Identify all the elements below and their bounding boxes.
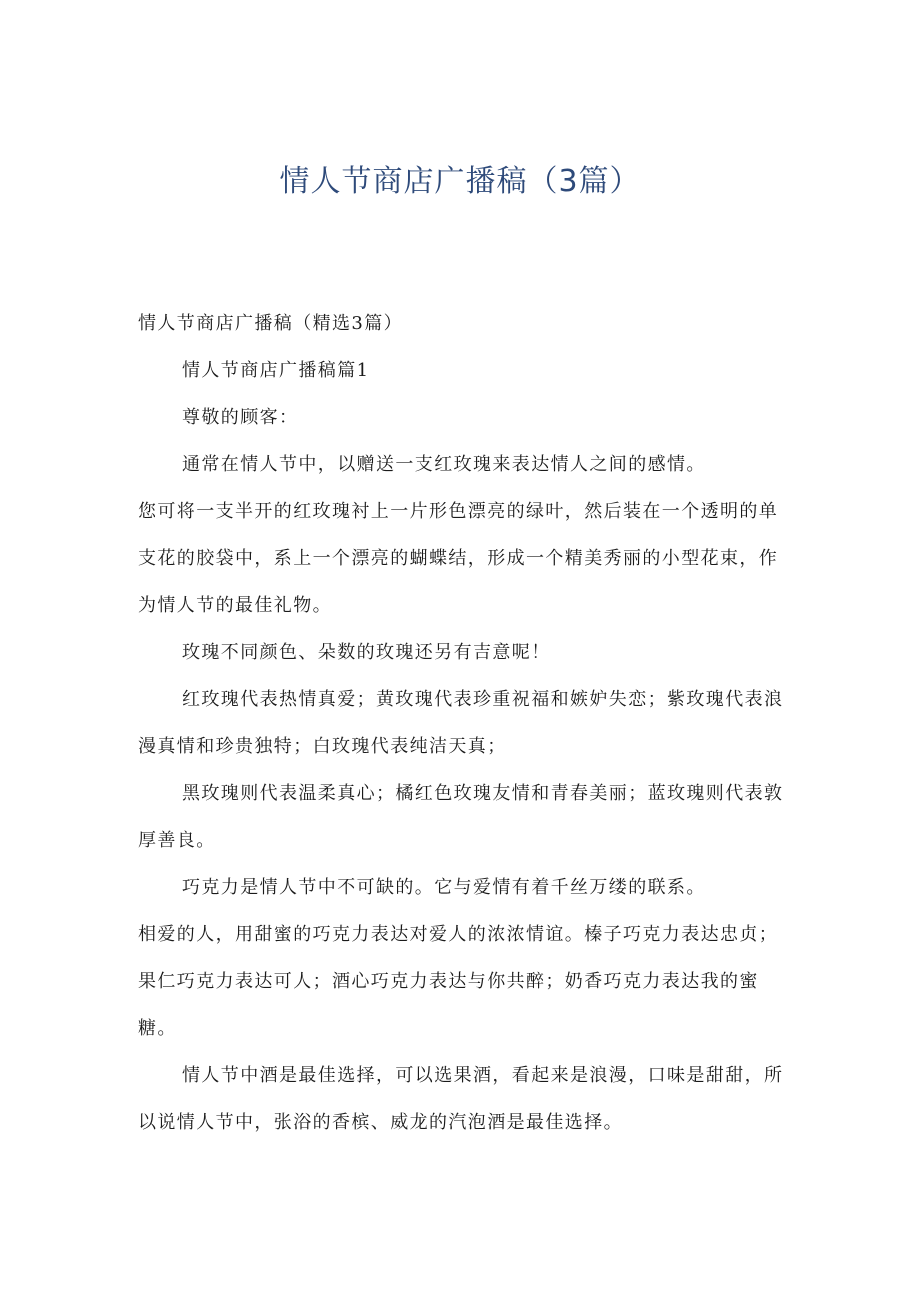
paragraph-heading: 情人节商店广播稿（精选3篇） [138,313,404,334]
paragraph-rose-colors-2: 黑玫瑰则代表温柔真心；橘红色玫瑰友情和青春美丽；蓝玫瑰则代表敦厚善良。 [138,783,784,851]
document-title: 情人节商店广播稿（3篇） [279,164,641,199]
paragraph-rose-colors-1: 红玫瑰代表热情真爱；黄玫瑰代表珍重祝福和嫉妒失恋；紫玫瑰代表浪漫真情和珍贵独特；白玫瑰代表纯洁天真； [138,689,784,757]
paragraph-rose-gift: 您可将一支半开的红玫瑰衬上一片形色漂亮的绿叶，然后装在一个透明的单支花的胶袋中，系上一个漂亮的蝴蝶结，形成一个精美秀丽的小型花束，作为情人节的最佳礼物。 [138,501,779,616]
paragraph-wine: 情人节中酒是最佳选择，可以选果酒，看起来是浪漫，口味是甜甜，所以说情人节中，张浴的香槟、威龙的汽泡酒是最佳选择。 [138,1065,784,1133]
paragraph-section-title: 情人节商店广播稿篇1 [182,360,370,381]
paragraph-chocolate-intro: 巧克力是情人节中不可缺的。它与爱情有着千丝万缕的联系。 [182,877,706,898]
document-body [138,300,786,1146]
paragraph-salutation: 尊敬的顾客： [182,407,299,428]
paragraph-rose-intro: 通常在情人节中，以赠送一支红玫瑰来表达情人之间的感情。 [182,454,706,475]
paragraph-rose-meaning-intro: 玫瑰不同颜色、朵数的玫瑰还另有吉意呢！ [182,642,551,663]
paragraph-chocolate-meaning: 相爱的人，用甜蜜的巧克力表达对爱人的浓浓情谊。榛子巧克力表达忠贞；果仁巧克力表达可人；酒心巧克力表达与你共醉；奶香巧克力表达我的蜜糖。 [138,924,779,1039]
